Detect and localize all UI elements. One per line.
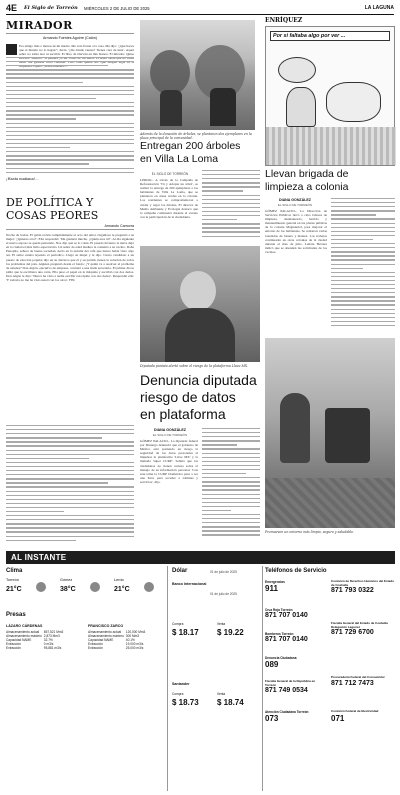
sun-icon bbox=[144, 582, 154, 592]
venta-label: Venta bbox=[217, 692, 226, 696]
article2-headline: Llevan brigada de limpieza a colonia bbox=[265, 168, 349, 193]
dolar-date: 01 de julio de 2025 bbox=[210, 592, 237, 596]
politica-author: Armando Camorra bbox=[104, 224, 134, 228]
mirador-signoff: ¡Hasta mañana!... bbox=[6, 177, 39, 181]
dolar-bank-1: Banco Internacional Compra Venta $ 18.17 $ 19.22 bbox=[172, 582, 244, 637]
temp-gomez: 38°C bbox=[60, 586, 76, 593]
header-rule bbox=[6, 14, 394, 15]
divider bbox=[6, 229, 134, 230]
sun-icon bbox=[36, 582, 46, 592]
cartoon-image bbox=[265, 26, 395, 166]
diputada-photo bbox=[140, 246, 260, 362]
diputada-photo-caption: Diputada panista alertó sobre el riesgo de la plataforma Llave MX. bbox=[140, 364, 249, 368]
phone-item: Atención Ciudadana Torreón 073 bbox=[265, 710, 309, 723]
phone-item: Procuraduría Federal del Consumidor 871 712 7473 bbox=[331, 675, 385, 687]
politica-text-lines bbox=[6, 425, 134, 545]
compra-label: Compra bbox=[172, 692, 184, 696]
phone-item: Comisión Federal de Electricidad 071 bbox=[331, 709, 379, 723]
page-number: 4E bbox=[6, 3, 18, 13]
clima-label: Clima bbox=[6, 568, 23, 574]
cleanup-photo bbox=[265, 338, 395, 528]
compra-label: Compra bbox=[172, 622, 184, 626]
dolar-bank-2: Santander Compra Venta $ 18.73 $ 18.74 bbox=[172, 682, 244, 707]
article3-body: GÓMEZ PALACIO.- La diputada federal por Durango denunció que el gobierno de México está poniendo en riesgo la seguridad de los datos personales al impulsar la plataforma 'Llave MX' y la llamada 'súper CURP'. Señaló que los ciudadanos no tienen certeza sobre el manejo de su información personal. 'Con este tema la CURP biométrica pasa a ser una llave para acceder a trámites y servicios', dijo. bbox=[140, 439, 198, 484]
cartoon-banner: Por si faltaba algo por ver ... bbox=[270, 31, 390, 41]
article3-byline-name: DIANA GONZÁLEZ bbox=[153, 428, 186, 432]
phone-item: Bomberos Torreón 871 707 0140 bbox=[265, 632, 308, 643]
venta-value: $ 18.74 bbox=[217, 698, 244, 707]
article2-text-lines bbox=[331, 198, 395, 334]
phone-item: Fiscalía General del Estado de Coahuila Delegación Laguna I 871 729 6700 bbox=[331, 621, 388, 637]
al-instante-title: AL INSTANTE bbox=[11, 553, 67, 562]
mirador-text-lines bbox=[6, 57, 134, 175]
cartoon-title: ENRÍQUEZ bbox=[265, 17, 303, 24]
clima-row bbox=[6, 578, 164, 608]
venta-label: Venta bbox=[217, 622, 226, 626]
presa-lazaro: LÁZARO CÁRDENAS Almacenamiento actual 857,521 Mm3 Almacenamiento máximo 2,873 Mm3 Capacidad NAME 32.7% Extracción 0 m3/s Extracción 95,881 m3/s bbox=[6, 624, 64, 650]
trees-photo bbox=[140, 20, 255, 130]
presa-table: Almacenamiento actual 857,521 Mm3 Almacenamiento máximo 2,873 Mm3 Capacidad NAME 32.7% Extracción 0 m3/s Extracción 95,881 m3/s bbox=[6, 630, 64, 650]
politica-title: DE POLÍTICA Y COSAS PEORES bbox=[6, 196, 99, 222]
article1-text-lines bbox=[202, 170, 260, 242]
cleanup-photo-caption: Promueven un entorno más limpio, seguro y saludable. bbox=[265, 530, 355, 534]
telefonos-label: Teléfonos de Servicio bbox=[265, 568, 327, 574]
page-date: MIÉRCOLES 2 DE JULIO DE 2025 bbox=[84, 6, 150, 11]
drop-cap bbox=[6, 44, 17, 55]
article1-byline: EL SIGLO DE TORREÓN bbox=[151, 172, 189, 176]
trees-photo-caption: Además de la donación de árboles, se plantaron dos ejemplares en la plaza principal de la comunidad. bbox=[140, 132, 252, 140]
presas-label: Presas bbox=[6, 612, 26, 618]
sun-icon bbox=[90, 582, 100, 592]
article2-body: GÓMEZ PALACIO.- La Dirección de Servicios Públicos llevó a cabo labores de limpieza, desmalezado, barrido y mantenimiento general en las plazas públicas de la colonia Magisterial, para mejorar el entorno de los habitantes. Se retiraron varias toneladas de basura y maleza. Los trabajos continuarán en otras colonias de la ciudad durante el mes de julio. Letizia Herrera indicó que se atienden las solicitudes de los vecinos. bbox=[265, 209, 327, 254]
divider bbox=[167, 566, 168, 791]
article2-byline-name: DIANA GONZÁLEZ bbox=[278, 198, 311, 202]
phone-item: Fiscalía General de la República en Torreón 871 749 0534 bbox=[265, 679, 316, 695]
city-gomez: Gómez bbox=[60, 578, 73, 582]
article1-headline: Entregan 200 árboles en Villa La Loma bbox=[140, 140, 241, 165]
compra-value: $ 18.17 bbox=[172, 628, 199, 637]
city-torreon: Torreón bbox=[6, 578, 19, 582]
phone-item: Denuncia Ciudadana 089 bbox=[265, 656, 297, 669]
dolar-date: 01 de julio de 2025 bbox=[210, 570, 237, 574]
mirador-column bbox=[6, 17, 134, 192]
temp-torreon: 21°C bbox=[6, 586, 22, 593]
temp-lerdo: 21°C bbox=[114, 586, 130, 593]
phone-item: Emergencias 911 bbox=[265, 580, 285, 593]
divider bbox=[262, 566, 263, 791]
phone-item: Cruz Roja Torreón 871 707 0140 bbox=[265, 608, 308, 619]
presa-table: Almacenamiento actual 120,000 Mm3 Almacenamiento máximo 300 Mm3 Capacidad NAME 40.1% Extracción 19,000 m3/s Extracción 25,000 m3/s bbox=[88, 630, 146, 650]
article2-byline-org: EL SIGLO DE TORREÓN bbox=[277, 203, 313, 207]
article3-byline-org: EL SIGLO DE TORREÓN bbox=[152, 433, 188, 437]
al-instante-bar bbox=[6, 551, 395, 564]
mirador-author: Armando Fuentes Aguirre (Catón) bbox=[43, 36, 97, 40]
mirador-body: Era amigo más o menos de mi madre. Me veía frente a la casa. Ma dijo: '¿Qué haces que el mundo no lo hagas?', decía. '¿De dónde vienes? Tienes cara de luna'. Aquel señor no sabía leer ni escribir. El libro de Darwin en mis manos. El mirador. Quise bbox=[19, 44, 134, 57]
mirador-title: MIRADOR bbox=[6, 19, 73, 32]
telefonos-grid bbox=[265, 580, 395, 792]
city-lerdo: Lerdo bbox=[114, 578, 124, 582]
presa-zarco: FRANCISCO ZARCO Almacenamiento actual 120,000 Mm3 Almacenamiento máximo 300 Mm3 Capacidad NAME 40.1% Extracción 19,000 m3/s Extracción 25,000 m3/s bbox=[88, 624, 146, 650]
compra-value: $ 18.73 bbox=[172, 698, 199, 707]
phone-item: Comisión de Derechos Humanos del Estado de Coahuila 871 793 0322 bbox=[331, 579, 395, 595]
section-name: LA LAGUNA bbox=[364, 5, 394, 11]
article3-headline: Denuncia diputada riesgo de datos en plataforma bbox=[140, 372, 257, 422]
article1-body: LERDO.- A través de la Campaña de Reforestación 'Tú y Adopta un árbol', se realizó la entrega de 200 ejemplares a los habitantes de Villa La Loma, que se plantaron en áreas verdes en la colonia. Los residentes se comprometieron a cuidar y regar los árboles. El director de Medio Ambiente y Ecología destacó que la campaña continuará durante el verano con la participación de la ciudadanía. bbox=[140, 178, 198, 219]
politica-body: Noche de bodas. El galán recién cumplidamente al acto del amor. Orgullosa le preguntó a su mujer: '¿Quieres otra?'. Ella respondió: 'Me gustaría mucho. ¿Quién eres tú?'. Al día siguiente el nuevo esposo se queda pensando. Nos dijo que se lo conté. El pasado invierno la nieve dejó en la ciudad el más bello espectáculo. Un señor de edad madura le comentó a su vecino. Doña Panoplia, señora de buena sociedad, decía en la tertulia del café que nunca había visto algo así. El señor estaba leyendo el periódico. Llegó su mujer y le dijo. Cierto candidato a un puesto de elección popular dijo en su discurso que él y su partido tienen la solución de todos los problemas del país. Alguien preguntó desde el fondo: ¿Y quién va a resolver el problema de ustedes? Don Algón, ejecutivo de empresa, contrató a una linda secretaria. El primer día le pidió que le escribiera una carta. Ella puso el papel en la máquina y escribió con dos dedos. Don Algón le dijo: 'Nunca he visto a nadie escribir tan rápido con dos dedos'. Respondió ella: 'Y todavía no me ha visto usted con los otros'. FIN. bbox=[6, 233, 134, 283]
newspaper-name: El Siglo de Torreón bbox=[24, 5, 78, 11]
article3-text-lines bbox=[202, 428, 260, 543]
venta-value: $ 19.22 bbox=[217, 628, 244, 637]
divider bbox=[6, 33, 134, 34]
dolar-label: Dólar bbox=[172, 568, 188, 574]
